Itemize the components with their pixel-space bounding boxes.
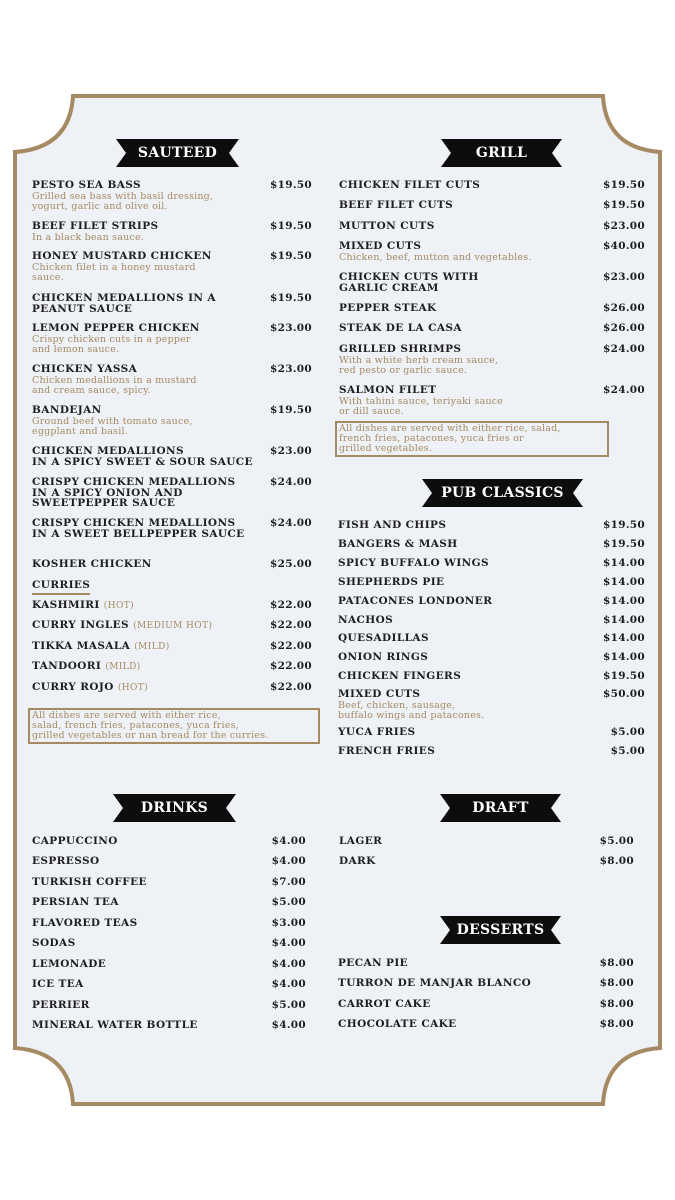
item-price: $4.00: [271, 978, 306, 990]
item-price: $23.00: [270, 322, 312, 334]
item-price: $23.00: [270, 363, 312, 375]
item-name: PESTO SEA BASS: [32, 179, 142, 191]
item-name: TANDOORI: [32, 660, 102, 672]
menu-item: [32, 856, 306, 867]
item-price: $8.00: [599, 1018, 634, 1030]
heat-tag: (MILD): [105, 662, 141, 672]
menu-item: [32, 877, 306, 888]
item-price: $8.00: [599, 998, 634, 1010]
item-name: CHICKEN MEDALLIONS IN A PEANUT SAUCE: [32, 292, 216, 315]
item-name: BANDEJAN: [32, 404, 102, 416]
curry-item: [32, 620, 312, 632]
drinks-section: [32, 836, 306, 1032]
item-name: SPICY BUFFALO WINGS: [338, 557, 490, 569]
item-price: $26.00: [603, 302, 645, 314]
item-description: In a black bean sauce.: [32, 231, 144, 243]
item-price: $4.00: [271, 835, 306, 847]
item-name: TIKKA MASALA: [32, 640, 131, 652]
curry-item: [32, 600, 312, 612]
pub-classics-title: PUB CLASSICS: [441, 485, 564, 501]
heat-tag: (MILD): [134, 642, 170, 652]
item-name: KASHMIRI: [32, 599, 100, 611]
menu-item: [32, 897, 306, 908]
item-name: TURKISH COFFEE: [32, 876, 147, 888]
item-price: $5.00: [271, 999, 306, 1011]
item-name: LAGER: [339, 835, 383, 847]
item-price: $19.50: [603, 670, 645, 682]
pub-classics-section: [338, 520, 645, 760]
curries-label: CURRIES: [32, 579, 90, 591]
menu-item: [32, 938, 306, 949]
menu-item: [339, 221, 645, 232]
item-name: CHICKEN YASSA: [32, 363, 138, 375]
item-price: $24.00: [603, 343, 645, 355]
item-name: CHOCOLATE CAKE: [338, 1018, 457, 1030]
item-name: PERSIAN TEA: [32, 896, 119, 908]
item-name: TURRON DE MANJAR BLANCO: [338, 977, 532, 989]
item-name: DARK: [339, 855, 376, 867]
heat-tag: (HOT): [117, 683, 149, 693]
grill-banner: [441, 139, 562, 167]
item-name: MIXED CUTS: [339, 240, 422, 252]
item-name: MIXED CUTS: [338, 688, 421, 700]
menu-item: [32, 446, 312, 467]
sauteed-title: SAUTEED: [137, 145, 218, 161]
grill-sides-note: All dishes are served with either rice, salad, french fries, patacones, yuca fries or grilled vegetables.: [335, 421, 609, 457]
item-price: $5.00: [599, 835, 634, 847]
item-price: $8.00: [599, 977, 634, 989]
item-name: PECAN PIE: [338, 957, 409, 969]
item-description: Beef, chicken, sausage, buffalo wings and patacones.: [338, 699, 485, 721]
item-price: $5.00: [610, 745, 645, 757]
menu-item: [32, 323, 312, 355]
item-price: $8.00: [599, 957, 634, 969]
item-name: GRILLED SHRIMPS: [339, 343, 462, 355]
menu-item: [32, 1000, 306, 1011]
item-name: ICE TEA: [32, 978, 84, 990]
menu-item: [32, 180, 312, 212]
item-description: Chicken filet in a honey mustard sauce.: [32, 261, 196, 283]
item-price: $19.50: [270, 292, 312, 304]
pub-classics-banner: [422, 479, 583, 507]
draft-banner: [440, 794, 561, 822]
curries-underline: [32, 593, 90, 595]
menu-item: [339, 180, 645, 191]
item-description: With tahini sauce, teriyaki sauce or dill sauce.: [339, 395, 504, 417]
item-name: SODAS: [32, 937, 76, 949]
item-name: LEMON PEPPER CHICKEN: [32, 322, 200, 334]
menu-item: [338, 615, 645, 626]
item-name: CAPPUCCINO: [32, 835, 118, 847]
menu-item: [338, 652, 645, 663]
item-price: $24.00: [603, 384, 645, 396]
curry-item: [32, 641, 312, 653]
item-name: PATACONES LONDONER: [338, 595, 493, 607]
item-price: $14.00: [603, 651, 645, 663]
item-description: Ground beef with tomato sauce, eggplant and basil.: [32, 415, 193, 437]
item-price: $5.00: [271, 896, 306, 908]
menu-item: [338, 596, 645, 607]
menu-item: [32, 221, 312, 243]
item-price: $19.50: [270, 404, 312, 416]
menu-item: [32, 1020, 306, 1031]
item-name: BEEF FILET STRIPS: [32, 220, 159, 232]
item-price: $22.00: [270, 619, 312, 631]
grill-section: [339, 180, 645, 425]
menu-item: [339, 323, 645, 334]
sauteed-banner: [116, 139, 239, 167]
item-price: $22.00: [270, 640, 312, 652]
item-price: $40.00: [603, 240, 645, 252]
menu-item: [338, 958, 634, 969]
item-name: CHICKEN FINGERS: [338, 670, 462, 682]
item-price: $14.00: [603, 614, 645, 626]
item-name: CHICKEN MEDALLIONS IN A SPICY SWEET & SOUR SAUCE: [32, 445, 253, 468]
menu-item: [338, 539, 645, 550]
draft-title: DRAFT: [472, 800, 529, 816]
sauteed-sides-note: All dishes are served with either rice, salad, french fries, patacones, yuca fries, grilled vegetables or nan bread for the curries.: [28, 708, 320, 744]
item-price: $24.00: [270, 476, 312, 488]
drinks-banner: [113, 794, 236, 822]
item-price: $22.00: [270, 681, 312, 693]
item-name: ESPRESSO: [32, 855, 100, 867]
item-name: SALMON FILET: [339, 384, 437, 396]
item-name: BEEF FILET CUTS: [339, 199, 454, 211]
item-name: FRENCH FRIES: [338, 745, 436, 757]
heat-tag: (HOT): [103, 601, 135, 611]
item-price: $24.00: [270, 517, 312, 529]
item-description: Grilled sea bass with basil dressing, yogurt, garlic and olive oil.: [32, 190, 214, 212]
item-name: LEMONADE: [32, 958, 107, 970]
item-price: $7.00: [271, 876, 306, 888]
menu-item: [339, 241, 645, 263]
item-price: $19.50: [603, 179, 645, 191]
menu-item: [338, 520, 645, 531]
sauteed-section: [32, 180, 312, 720]
item-price: $22.00: [270, 599, 312, 611]
menu-item: [338, 577, 645, 588]
item-price: $19.50: [270, 179, 312, 191]
item-name: ONION RINGS: [338, 651, 429, 663]
item-name: PEPPER STEAK: [339, 302, 437, 314]
menu-item: [338, 727, 645, 738]
item-name: CARROT CAKE: [338, 998, 431, 1010]
menu-item: [339, 200, 645, 211]
menu-item: [339, 385, 645, 417]
item-price: $19.50: [270, 250, 312, 262]
desserts-banner: [440, 916, 561, 944]
item-price: $14.00: [603, 632, 645, 644]
menu-item: [339, 272, 645, 293]
item-name: QUESADILLAS: [338, 632, 429, 644]
desserts-section: [338, 958, 634, 1032]
item-description: Chicken, beef, mutton and vegetables.: [339, 251, 532, 263]
item-price: $19.50: [603, 538, 645, 550]
menu-item: [338, 1019, 634, 1030]
item-price: $14.00: [603, 595, 645, 607]
item-name: MUTTON CUTS: [339, 220, 435, 232]
heat-tag: (MEDIUM HOT): [133, 621, 213, 631]
item-name: PERRIER: [32, 999, 90, 1011]
item-description: Crispy chicken cuts in a pepper and lemon sauce.: [32, 333, 191, 355]
desserts-title: DESSERTS: [456, 922, 545, 938]
item-name: YUCA FRIES: [338, 726, 416, 738]
item-name: CHICKEN CUTS WITH GARLIC CREAM: [339, 271, 479, 294]
item-name: SHEPHERDS PIE: [338, 576, 445, 588]
item-name: MINERAL WATER BOTTLE: [32, 1019, 198, 1031]
menu-item: [32, 518, 312, 539]
menu-item: [339, 344, 645, 376]
item-name: STEAK DE LA CASA: [339, 322, 462, 334]
grill-title: GRILL: [475, 145, 528, 161]
item-name: HONEY MUSTARD CHICKEN: [32, 250, 212, 262]
drinks-title: DRINKS: [140, 800, 209, 816]
item-name: FISH AND CHIPS: [338, 519, 447, 531]
item-name: CHICKEN FILET CUTS: [339, 179, 481, 191]
item-description: With a white herb cream sauce, red pesto or garlic sauce.: [339, 354, 499, 376]
curry-item: [32, 682, 312, 694]
menu-item: [32, 979, 306, 990]
menu-item: [338, 671, 645, 682]
item-price: $25.00: [270, 558, 312, 570]
item-name: BANGERS & MASH: [338, 538, 458, 550]
menu-item: [339, 836, 634, 847]
item-price: $4.00: [271, 1019, 306, 1031]
item-price: $4.00: [271, 958, 306, 970]
menu-item: [32, 918, 306, 929]
item-price: $3.00: [271, 917, 306, 929]
item-price: $23.00: [270, 445, 312, 457]
item-price: $5.00: [610, 726, 645, 738]
item-price: $23.00: [603, 271, 645, 283]
item-price: $22.00: [270, 660, 312, 672]
item-price: $50.00: [603, 688, 645, 700]
menu-item: [339, 856, 634, 867]
item-price: $8.00: [599, 855, 634, 867]
item-price: $19.50: [270, 220, 312, 232]
item-name: FLAVORED TEAS: [32, 917, 138, 929]
menu-item: [338, 978, 634, 989]
item-price: $19.50: [603, 519, 645, 531]
item-price: $26.00: [603, 322, 645, 334]
item-price: $14.00: [603, 557, 645, 569]
menu-item: [32, 364, 312, 396]
item-price: $4.00: [271, 855, 306, 867]
draft-section: [339, 836, 634, 868]
item-price: $19.50: [603, 199, 645, 211]
item-price: $4.00: [271, 937, 306, 949]
menu-item: [338, 999, 634, 1010]
item-name: CURRY ROJO: [32, 681, 114, 693]
item-name: NACHOS: [338, 614, 394, 626]
item-name: KOSHER CHICKEN: [32, 558, 152, 570]
menu-item: [32, 559, 312, 570]
menu-item: [32, 251, 312, 283]
item-name: CRISPY CHICKEN MEDALLIONS IN A SPICY ONION AND SWEETPEPPER SAUCE: [32, 476, 236, 509]
curry-item: [32, 661, 312, 673]
menu-item: [338, 558, 645, 569]
menu-item: [32, 405, 312, 437]
item-description: Chicken medallions in a mustard and cream sauce, spicy.: [32, 374, 197, 396]
menu-item: [338, 746, 645, 757]
menu-item: [32, 293, 312, 314]
menu-item: [32, 477, 312, 509]
item-price: $23.00: [603, 220, 645, 232]
menu-item: [32, 959, 306, 970]
item-price: $14.00: [603, 576, 645, 588]
menu-item: [338, 689, 645, 721]
menu-item: [32, 836, 306, 847]
item-name: CRISPY CHICKEN MEDALLIONS IN A SWEET BELLPEPPER SAUCE: [32, 517, 245, 540]
item-name: CURRY INGLES: [32, 619, 130, 631]
menu-item: [338, 633, 645, 644]
menu-item: [339, 303, 645, 314]
